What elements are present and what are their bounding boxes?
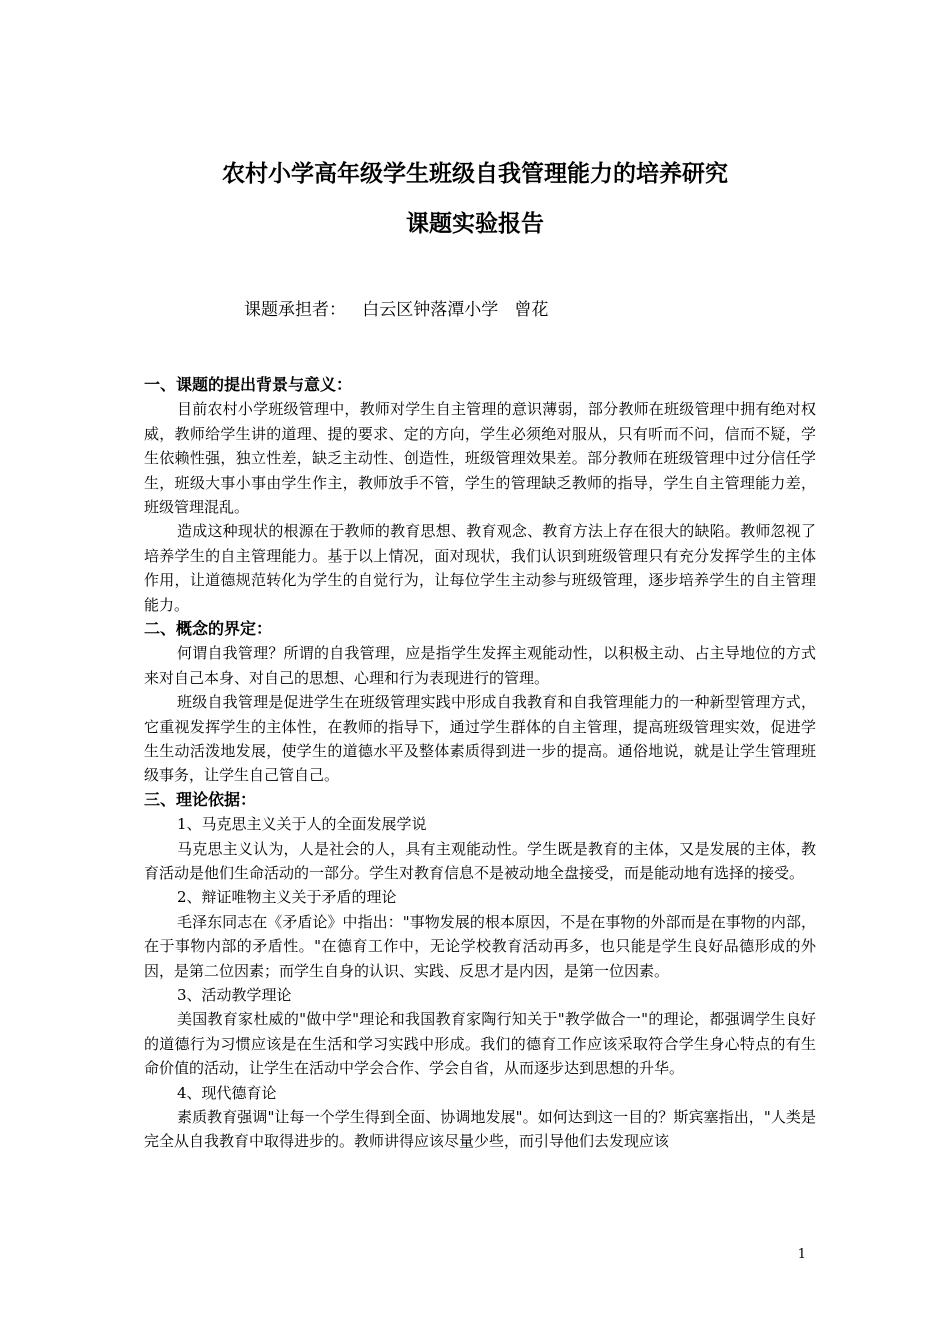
page-number: 1 (797, 1247, 806, 1262)
paragraph: 美国教育家杜威的"做中学"理论和我国教育家陶行知关于"教学做合一"的理论，都强调学生良好的道德行为习惯应该是在生活和学习实践中形成。我们的德育工作应该采取符合学生身心特点的有生命价值的活动，让学生在活动中学会合作、学会自省，从而逐步达到思想的升华。 (144, 1010, 816, 1078)
paragraph: 班级自我管理是促进学生在班级管理实践中形成自我教育和自我管理能力的一种新型管理方式，它重视发挥学生的主体性，在教师的指导下，通过学生群体的自主管理，提高班级管理实效，促进学生生动活泼地发展，使学生的道德水平及整体素质得到进一步的提高。通俗地说，就是让学生管理班级事务，让学生自己管自己。 (144, 693, 816, 785)
paragraph: 毛泽东同志在《矛盾论》中指出："事物发展的根本原因，不是在事物的外部而是在事物的内部，在于事物内部的矛盾性。"在德育工作中，无论学校教育活动再多，也只能是学生良好品德形成的外因，是第二位因素；而学生自身的认识、实践、反思才是内因，是第一位因素。 (144, 912, 816, 980)
paragraph: 马克思主义认为，人是社会的人，具有主观能动性。学生既是教育的主体，又是发展的主体，教育活动是他们生命活动的一部分。学生对教育信息不是被动地全盘接受，而是能动地有选择的接受。 (144, 839, 816, 883)
subheading: 4、现代德育论 (177, 1083, 277, 1102)
section-heading-background: 一、课题的提出背景与意义： (144, 375, 353, 394)
section-heading-theory: 三、理论依据： (144, 789, 257, 809)
document-title: 农村小学高年级学生班级自我管理能力的培养研究 (222, 161, 728, 187)
paragraph: 造成这种现状的根源在于教师的教育思想、教育观念、教育方法上存在很大的缺陷。教师忽视了培养学生的自主管理能力。基于以上情况，面对现状，我们认识到班级管理只有充分发挥学生的主体作用，让道德规范转化为学生的自觉行为，让每位学生主动参与班级管理，逐步培养学生的自主管理能力。 (144, 522, 816, 614)
subheading: 2、辩证唯物主义关于矛盾的理论 (177, 888, 397, 907)
section-heading-definition: 二、概念的界定： (144, 619, 273, 639)
paragraph: 素质教育强调"让每一个学生得到全面、协调地发展"。如何达到这一目的？斯宾塞指出，"人类是完全从自我教育中取得进步的。教师讲得应该尽量少些，而引导他们去发现应该 (144, 1108, 816, 1151)
paragraph: 何谓自我管理？所谓的自我管理，应是指学生发挥主观能动性，以积极主动、占主导地位的方式来对自己本身、对自己的思想、心理和行为表现进行的管理。 (144, 644, 816, 687)
subheading: 3、活动教学理论 (177, 986, 292, 1005)
document-body (144, 373, 816, 1154)
document-subtitle: 课题实验报告 (406, 211, 544, 237)
paragraph: 目前农村小学班级管理中，教师对学生自主管理的意识薄弱，部分教师在班级管理中拥有绝对权威，教师给学生讲的道理、提的要求、定的方向，学生必须绝对服从，只有听而不问，信而不疑，学生依赖性强，独立性差，缺乏主动性、创造性，班级管理效果差。部分教师在班级管理中过分信任学生，班级大事小事由学生作主，教师放手不管，学生的管理缺乏教师的指导，学生自主管理能力差，班级管理混乱。 (144, 400, 816, 517)
author-line: 课题承担者： 白云区钟落潭小学 曾花 (244, 300, 549, 320)
subheading: 1、马克思主义关于人的全面发展学说 (177, 815, 427, 834)
